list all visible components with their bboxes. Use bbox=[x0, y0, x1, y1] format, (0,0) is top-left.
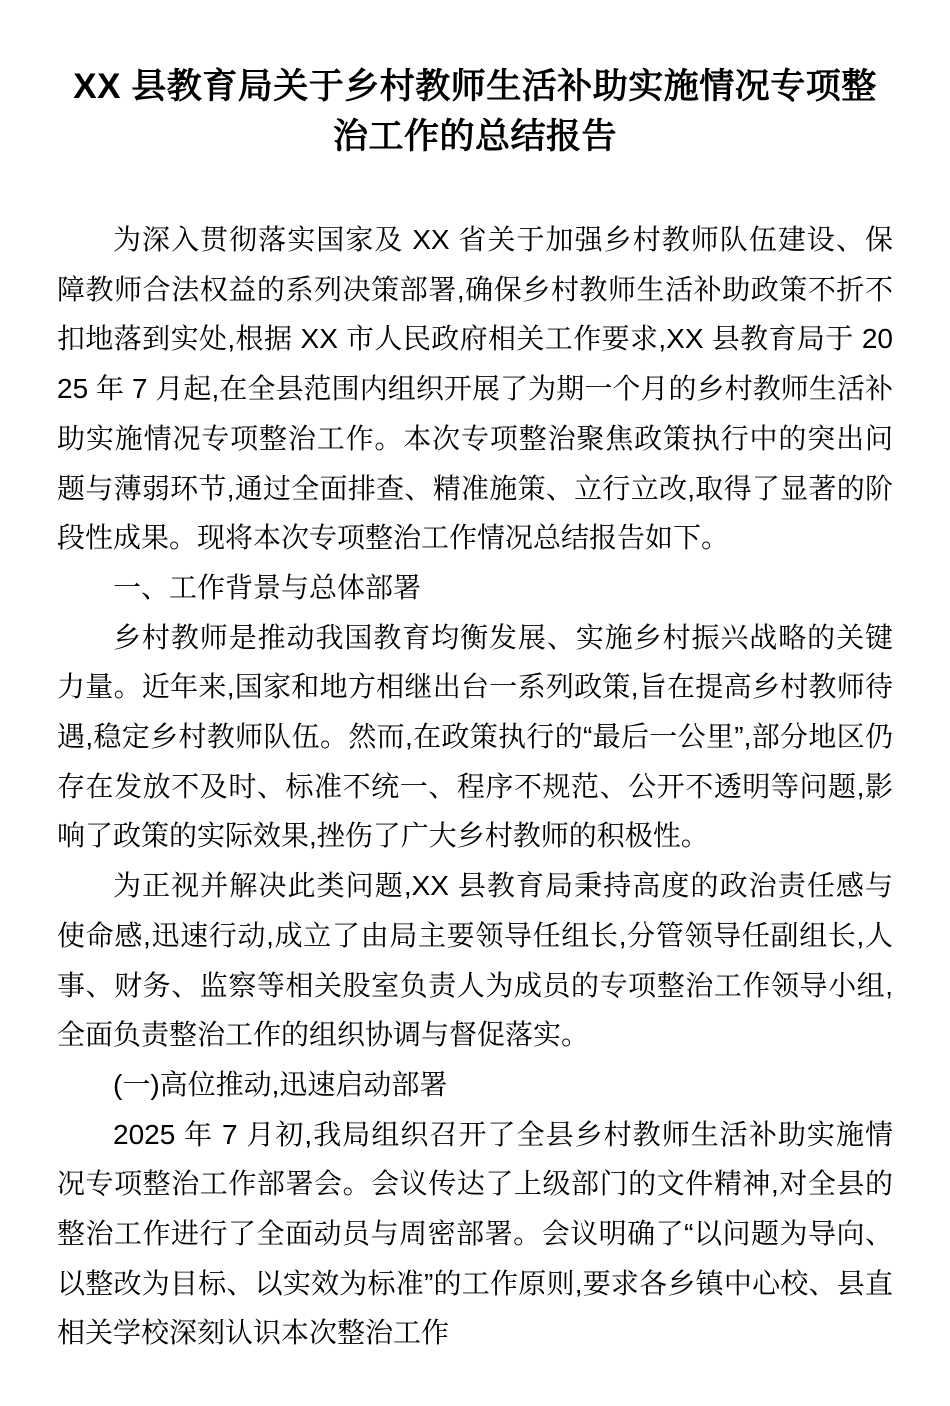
paragraph: 2025 年 7 月初,我局组织召开了全县乡村教师生活补助实施情况专项整治工作部署会。会议传达了上级部门的文件精神,对全县的整治工作进行了全面动员与周密部署。会议明确了“以问题为导向、以整改为目标、以实效为标准”的工作原则,要求各乡镇中心校、县直相关学校深刻认识本次整治工作 bbox=[57, 1118, 893, 1349]
paragraph: 为正视并解决此类问题,XX 县教育局秉持高度的政治责任感与使命感,迅速行动,成立了由局主要领导任组长,分管领导任副组长,人事、财务、监察等相关股室负责人为成员的专项整治工作领导小组,全面负责整治工作的组织协调与督促落实。 bbox=[57, 870, 893, 1051]
document-page bbox=[0, 62, 950, 1406]
document-body bbox=[57, 215, 893, 1358]
section-heading: (一)高位推动,迅速启动部署 bbox=[113, 1068, 448, 1100]
document-title: XX 县教育局关于乡村教师生活补助实施情况专项整治工作的总结报告 bbox=[73, 67, 877, 156]
paragraph: 为深入贯彻落实国家及 XX 省关于加强乡村教师队伍建设、保障教师合法权益的系列决策部署,确保乡村教师生活补助政策不折不扣地落到实处,根据 XX 市人民政府相关工作要求,XX 县教育局于 2025 年 7 月起,在全县范围内组织开展了为期一个月的乡村教师生活补助实施情况专项整治工作。本次专项整治聚焦政策执行中的突出问题与薄弱环节,通过全面排查、精准施策、立行立改,取得了显著的阶段性成果。现将本次专项整治工作情况总结报告如下。 bbox=[57, 224, 893, 554]
section-heading: 一、工作背景与总体部署 bbox=[113, 571, 422, 603]
paragraph: 乡村教师是推动我国教育均衡发展、实施乡村振兴战略的关键力量。近年来,国家和地方相继出台一系列政策,旨在提高乡村教师待遇,稳定乡村教师队伍。然而,在政策执行的“最后一公里”,部分地区仍存在发放不及时、标准不统一、程序不规范、公开不透明等问题,影响了政策的实际效果,挫伤了广大乡村教师的积极性。 bbox=[57, 621, 893, 852]
